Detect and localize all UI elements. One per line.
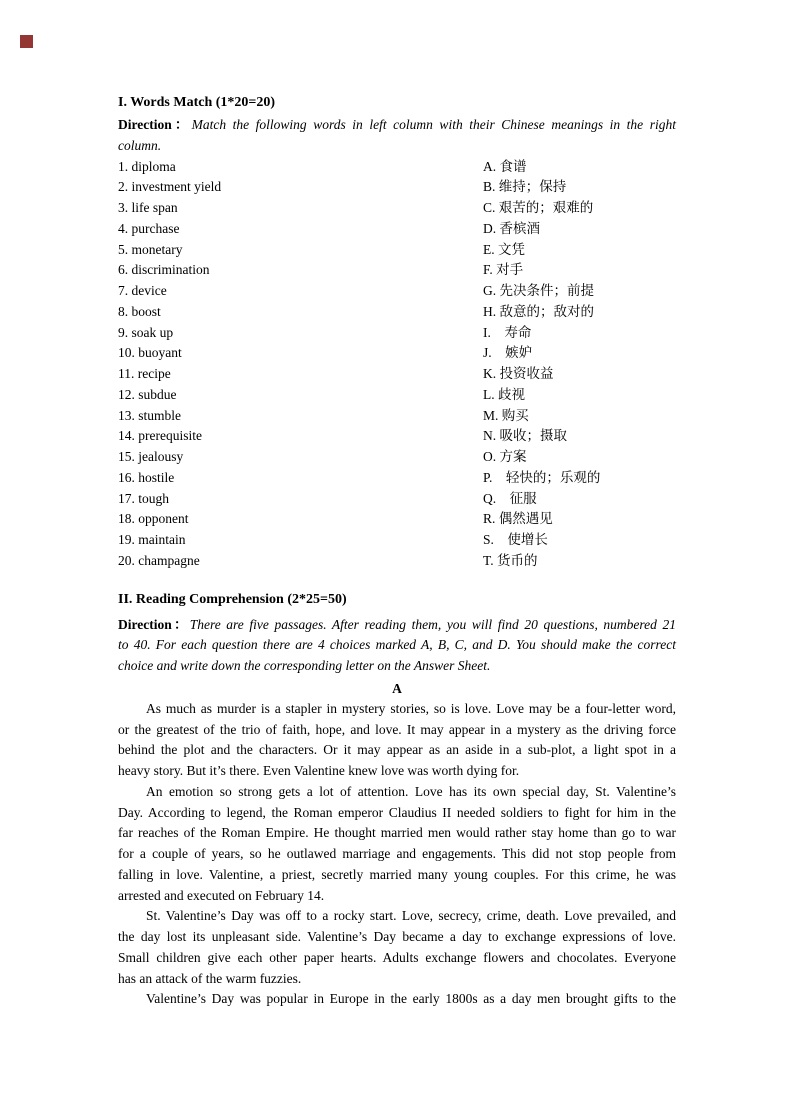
- word-item: 3. life span: [118, 200, 178, 215]
- word-pair-row: [118, 426, 676, 447]
- word-item: 17. tough: [118, 490, 170, 506]
- meaning-item: C. 艰苦的；艰难的: [483, 200, 594, 215]
- word-item: 10. buoyant: [118, 345, 182, 361]
- meaning-item: R. 偶然遇见: [483, 511, 553, 527]
- direction-line: column.: [118, 137, 162, 153]
- word-pair-row: [118, 406, 676, 427]
- direction-line: [118, 115, 676, 136]
- word-pair-row: [118, 219, 676, 240]
- word-pair-row: [118, 281, 676, 302]
- words-match-list: [118, 157, 676, 572]
- word-item: 11. recipe: [118, 366, 171, 381]
- meaning-item: Q. 征服: [483, 490, 537, 506]
- word-item: 13. stumble: [118, 407, 181, 423]
- word-pair-row: [118, 302, 676, 323]
- word-pair-row: [118, 260, 676, 281]
- meaning-item: N. 吸收；摄取: [483, 428, 567, 444]
- meaning-item: L. 歧视: [483, 386, 525, 402]
- meaning-item: S. 使增长: [483, 532, 548, 547]
- word-pair-row: [118, 551, 676, 572]
- direction-text: Match the following words in left column with their Chinese meanings in the right: [191, 117, 676, 132]
- word-pair-row: [118, 240, 676, 261]
- passage-paragraph: [118, 699, 676, 782]
- passage-paragraph: [118, 906, 676, 989]
- passage-line: far reaches of the Roman Empire. He thought married men would rather stay home than go to war: [118, 825, 676, 841]
- word-item: 4. purchase: [118, 220, 180, 236]
- word-pair-row: [118, 323, 676, 344]
- word-item: 9. soak up: [118, 324, 174, 340]
- meaning-item: H. 敌意的；敌对的: [483, 303, 594, 319]
- document-content: [118, 92, 676, 1010]
- word-item: 18. opponent: [118, 511, 189, 527]
- word-pair-row: [118, 198, 676, 219]
- passage-line: As much as murder is a stapler in mystery stories, so is love. Love may be a four-letter word,: [146, 700, 676, 716]
- passage-line: falling in love. Valentine, a priest, secretly married many young couples. For this crime, he was: [118, 866, 676, 882]
- passage-line: has an attack of the warm fuzzies.: [118, 970, 302, 986]
- word-pair-row: [118, 385, 676, 406]
- passage-line: or the greatest of the trio of faith, hope, and love. It may appear in a mystery as the driving force: [118, 721, 676, 737]
- passage-line: An emotion so strong gets a lot of attention. Love has its own special day, St. Valentine’s: [146, 783, 676, 799]
- word-item: 2. investment yield: [118, 179, 222, 195]
- word-item: 19. maintain: [118, 532, 186, 547]
- meaning-item: K. 投资收益: [483, 366, 554, 381]
- meaning-item: I. 寿命: [483, 324, 532, 340]
- word-pair-row: [118, 177, 676, 198]
- passage-line: St. Valentine’s Day was off to a rocky start. Love, secrecy, crime, death. Love prevailed, and: [146, 908, 676, 924]
- passage-line: for a couple of years, so he outlawed marriage and engagements. This did not stop people from: [118, 846, 676, 861]
- section2-direction: [118, 615, 676, 677]
- word-pair-row: [118, 468, 676, 489]
- word-item: 7. device: [118, 283, 167, 298]
- passage-line: behind the plot and the characters. Or it may appear as an aside in a sub-plot, a light spot in a: [118, 742, 676, 758]
- direction-line: [118, 615, 676, 636]
- section2-title: II. Reading Comprehension (2*25=50): [118, 591, 347, 607]
- meaning-item: M. 购买: [483, 407, 529, 423]
- passage-line: Day. According to legend, the Roman emperor Claudius II needed soldiers to fight for him in the: [118, 804, 676, 820]
- word-item: 1. diploma: [118, 158, 176, 174]
- word-pair-row: [118, 447, 676, 468]
- meaning-item: F. 对手: [483, 262, 524, 278]
- meaning-item: G. 先决条件；前提: [483, 283, 594, 298]
- meaning-item: D. 香槟酒: [483, 220, 540, 236]
- meaning-item: B. 维持；保持: [483, 179, 567, 195]
- passage-label: A: [392, 680, 402, 696]
- passage-line: heavy story. But it’s there. Even Valentine knew love was worth dying for.: [118, 763, 520, 778]
- word-pair-row: [118, 530, 676, 551]
- word-item: 8. boost: [118, 303, 161, 319]
- word-pair-row: [118, 364, 676, 385]
- word-item: 20. champagne: [118, 552, 200, 568]
- meaning-item: O. 方案: [483, 449, 527, 464]
- passage-line: the day lost its unpleasant side. Valentine’s Day became a day to exchange expressions of love.: [118, 929, 676, 944]
- meaning-item: E. 文凭: [483, 241, 525, 257]
- direction-line: choice and write down the corresponding letter on the Answer Sheet.: [118, 658, 491, 673]
- word-item: 12. subdue: [118, 386, 177, 402]
- passage-paragraph: [118, 782, 676, 907]
- word-pair-row: [118, 157, 676, 178]
- word-item: 16. hostile: [118, 469, 175, 485]
- word-item: 6. discrimination: [118, 262, 210, 278]
- section1-direction: [118, 115, 676, 157]
- passage-paragraph: [118, 989, 676, 1010]
- word-pair-row: [118, 509, 676, 530]
- word-item: 5. monetary: [118, 241, 183, 257]
- page-corner-marker: [20, 35, 33, 48]
- passage-line: Small children give each other paper hearts. Adults exchange flowers and chocolates. Everyone: [118, 949, 676, 965]
- meaning-item: A. 食谱: [483, 158, 527, 174]
- word-item: 14. prerequisite: [118, 428, 202, 444]
- word-pair-row: [118, 489, 676, 510]
- meaning-item: P. 轻快的；乐观的: [483, 469, 601, 485]
- section1-title: I. Words Match (1*20=20): [118, 95, 276, 110]
- word-item: 15. jealousy: [118, 449, 184, 464]
- direction-label: Direction：: [118, 117, 192, 132]
- direction-label: Direction：: [118, 616, 190, 632]
- direction-line: to 40. For each question there are 4 choices marked A, B, C, and D. You should make the correct: [118, 637, 676, 653]
- word-pair-row: [118, 343, 676, 364]
- meaning-item: J. 嫉妒: [483, 345, 533, 361]
- meaning-item: T. 货币的: [483, 552, 538, 568]
- passage-line: Valentine’s Day was popular in Europe in the early 1800s as a day men brought gifts to the: [146, 991, 676, 1007]
- direction-text: There are five passages. After reading them, you will find 20 questions, numbered 21: [189, 616, 676, 632]
- passage-line: arrested and executed on February 14.: [118, 887, 325, 903]
